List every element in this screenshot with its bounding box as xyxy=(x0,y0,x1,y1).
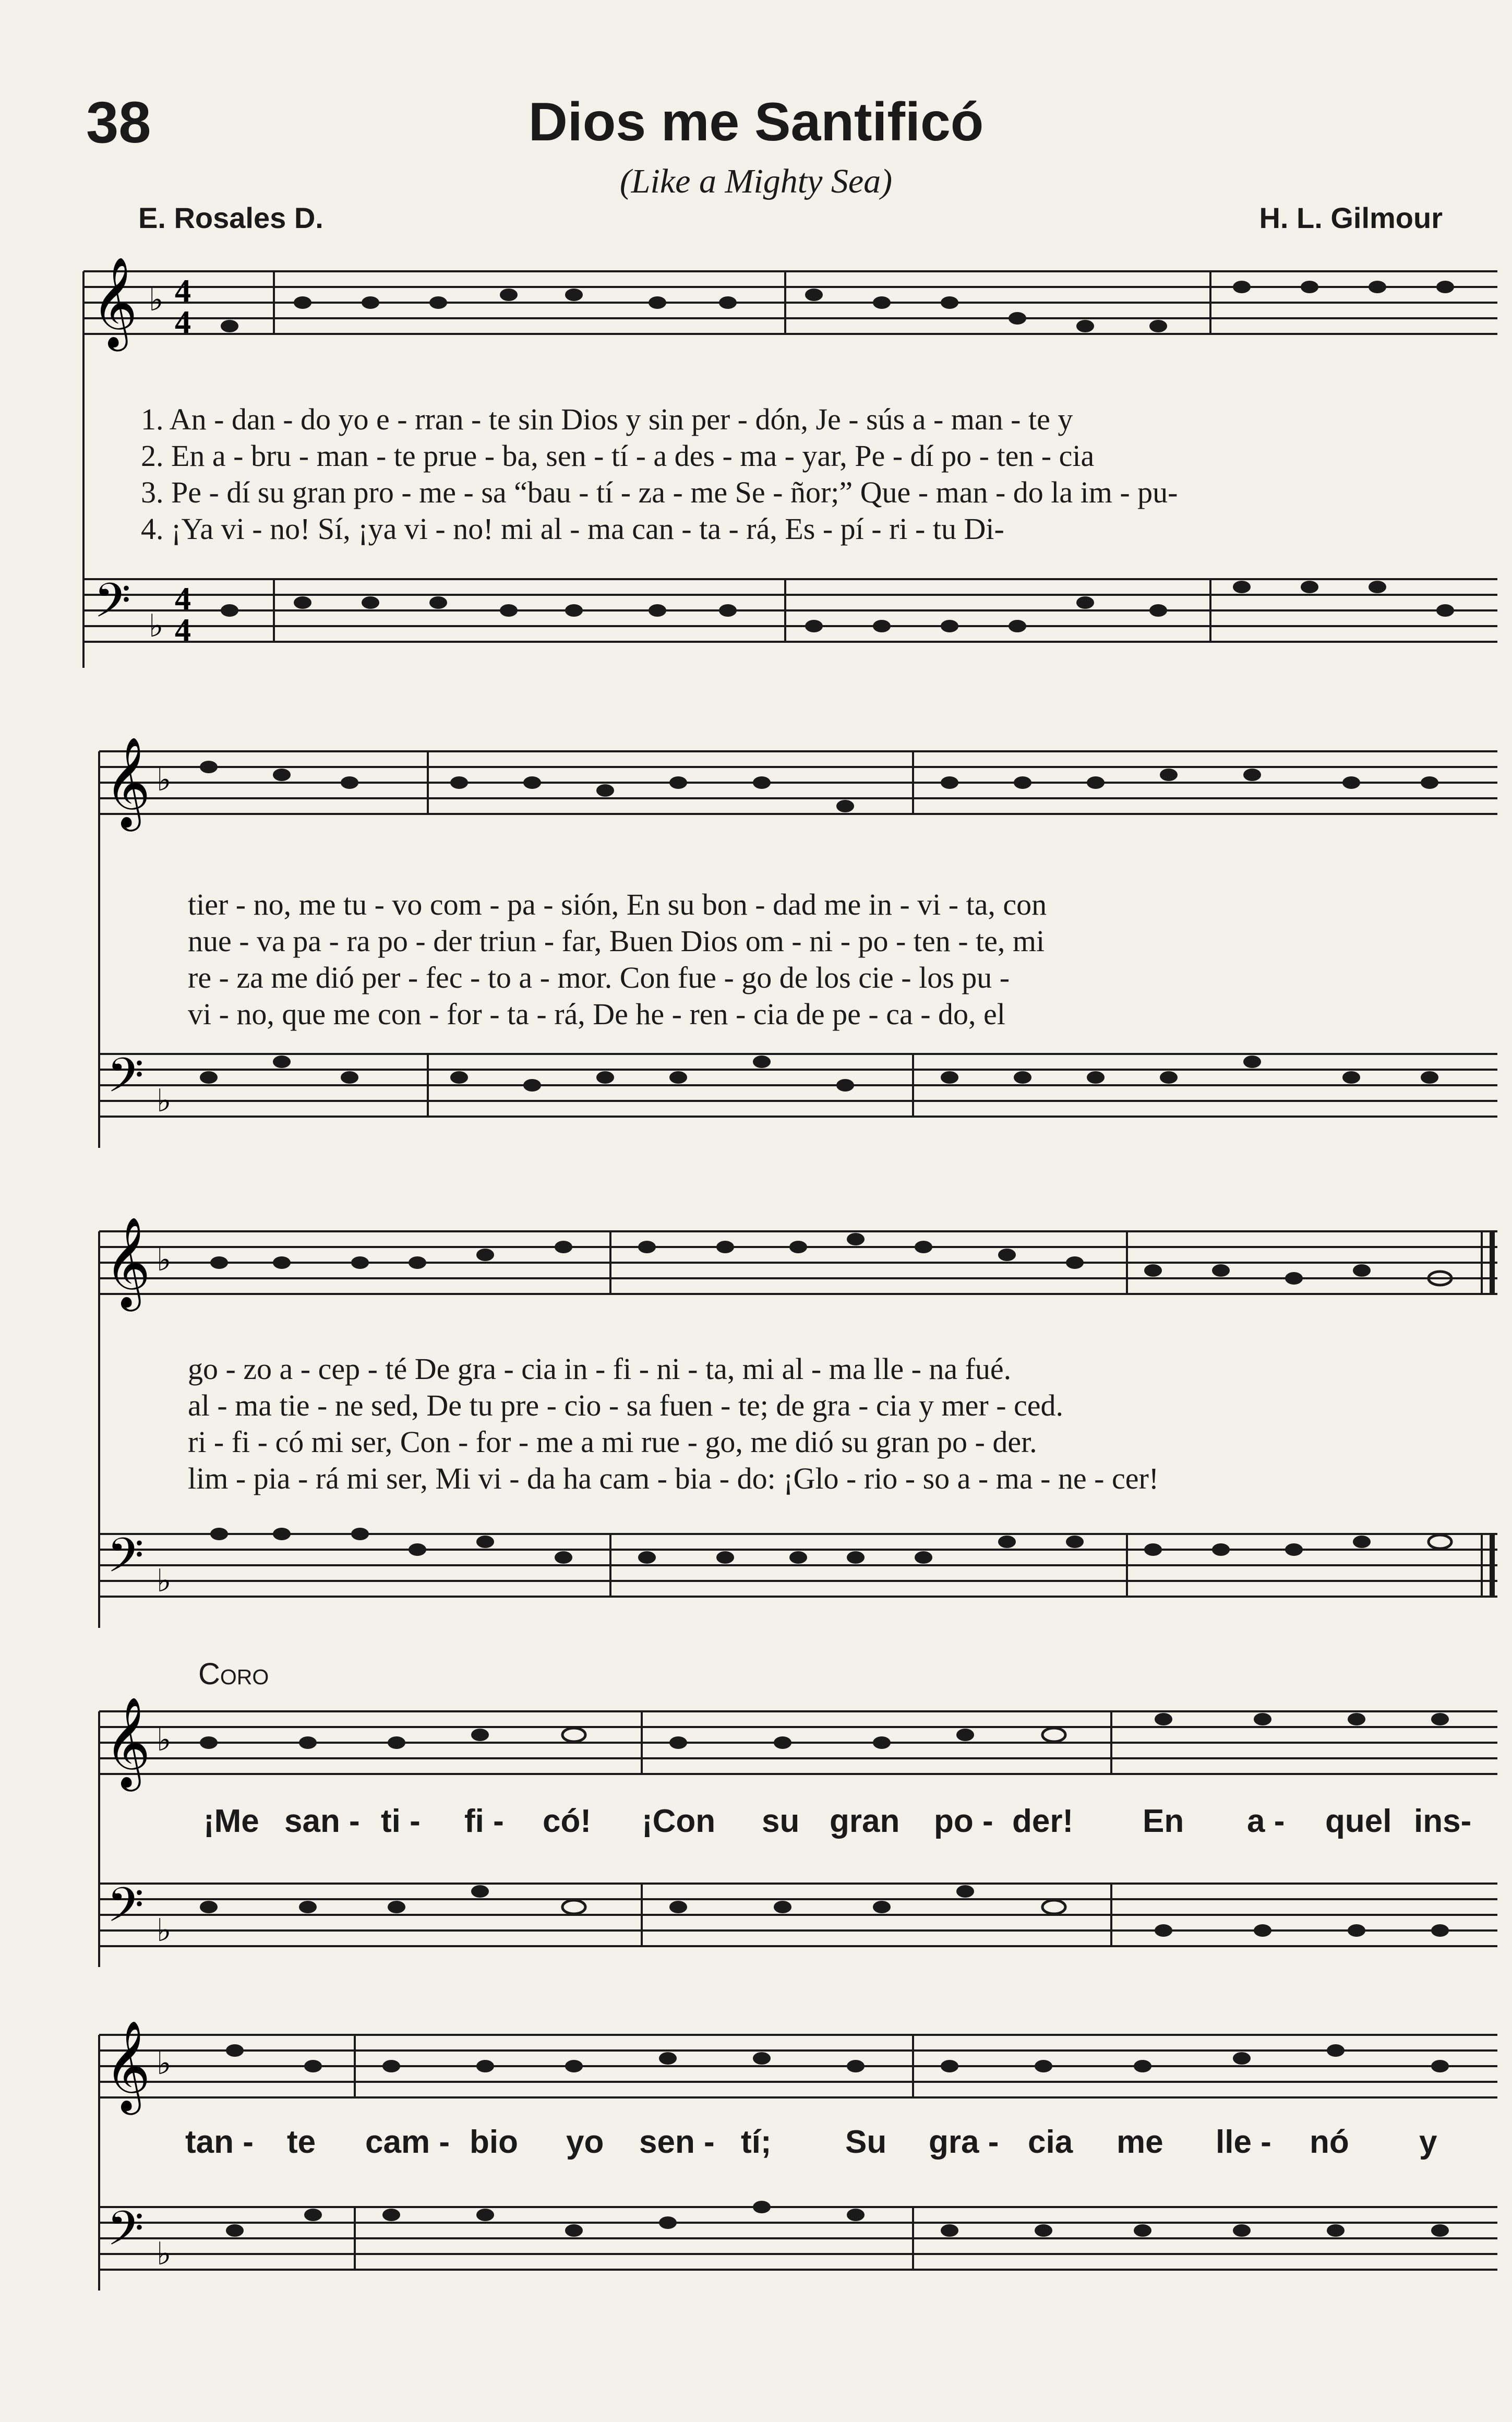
chorus-syllable: a - xyxy=(1247,1803,1285,1839)
chorus-syllable: san - xyxy=(284,1803,360,1839)
chorus-syllable: En xyxy=(1143,1803,1184,1839)
svg-text:♭: ♭ xyxy=(157,1723,172,1757)
chorus-syllable: y xyxy=(1419,2124,1437,2160)
chorus-syllable: ti - xyxy=(381,1803,421,1839)
chorus-syllable: lle - xyxy=(1216,2124,1271,2160)
chorus-syllable: bio xyxy=(470,2124,518,2160)
bass-staff-4 xyxy=(0,1873,1512,1977)
svg-text:4: 4 xyxy=(175,273,191,309)
verse-4-line-3: lim - pia - rá mi ser, Mi vi - da ha cam - bia - do: ¡Glo - rio - so a - ma - ne - cer! xyxy=(188,1461,1159,1495)
bass-clef-icon: 𝄢 xyxy=(107,1530,144,1593)
chorus-syllable: te xyxy=(287,2124,316,2160)
verse-1-line-3: go - zo a - cep - té De gra - cia in - fi - ni - ta, mi al - ma lle - na fué. xyxy=(188,1352,1012,1386)
treble-clef-icon: 𝄞 xyxy=(104,1219,151,1306)
composer: H. L. Gilmour xyxy=(1259,201,1443,234)
bass-staff-5 xyxy=(0,2197,1512,2301)
verse-4-line-2: vi - no, que me con - for - ta - rá, De he - ren - cia de pe - ca - do, el xyxy=(188,997,1005,1031)
chorus-syllable: fi - xyxy=(464,1803,504,1839)
chorus-syllable: ¡Me xyxy=(203,1803,259,1839)
verse-3-line-2: re - za me dió per - fec - to a - mor. Con fue - go de los cie - los pu - xyxy=(188,961,1010,994)
chorus-syllable: gra - xyxy=(929,2124,999,2160)
svg-text:♭: ♭ xyxy=(157,1084,172,1118)
treble-clef-icon: 𝄞 xyxy=(104,739,151,826)
chorus-syllable: su xyxy=(762,1803,800,1839)
chorus-syllable: der! xyxy=(1012,1803,1074,1839)
treble-staff-4 xyxy=(0,1701,1512,1805)
verse-1-line-1: 1. An - dan - do yo e - rran - te sin Dios y sin per - dón, Je - sús a - man - te y xyxy=(141,402,1073,436)
bass-clef-icon: 𝄢 xyxy=(107,1050,144,1113)
chorus-syllable: Su xyxy=(845,2124,887,2160)
chorus-syllable: sen - xyxy=(639,2124,715,2160)
chorus-syllable: tan - xyxy=(185,2124,254,2160)
svg-text:4: 4 xyxy=(175,613,191,648)
chorus-syllable: cam - xyxy=(365,2124,450,2160)
bass-clef-icon: 𝄢 xyxy=(107,1879,144,1943)
chorus-syllable: yo xyxy=(566,2124,604,2160)
chorus-syllable: po - xyxy=(934,1803,993,1839)
treble-clef-icon: 𝄞 xyxy=(104,2023,151,2109)
page-number: 38 xyxy=(86,90,151,155)
tune-name: (Like a Mighty Sea) xyxy=(619,162,893,200)
chorus-syllable: ¡Con xyxy=(642,1803,716,1839)
chorus-syllable: có! xyxy=(543,1803,591,1839)
verse-1-line-2: tier - no, me tu - vo com - pa - sión, En su bon - dad me in - vi - ta, con xyxy=(188,888,1047,921)
svg-text:4: 4 xyxy=(175,305,191,340)
chorus-syllable: nó xyxy=(1310,2124,1349,2160)
verse-4-line-1: 4. ¡Ya vi - no! Sí, ¡ya vi - no! mi al - ma can - ta - rá, Es - pí - ri - tu Di- xyxy=(141,512,1004,546)
chorus-syllable: ins- xyxy=(1414,1803,1472,1839)
verse-2-line-1: 2. En a - bru - man - te prue - ba, sen - tí - a des - ma - yar, Pe - dí po - ten - cia xyxy=(141,439,1095,473)
svg-text:♭: ♭ xyxy=(157,2046,172,2081)
treble-clef-icon: 𝄞 xyxy=(91,259,138,346)
verse-2-line-3: al - ma tie - ne sed, De tu pre - cio - sa fuen - te; de gra - cia y mer - ced. xyxy=(188,1388,1064,1422)
svg-text:♭: ♭ xyxy=(157,1243,172,1277)
treble-clef-icon: 𝄞 xyxy=(104,1699,151,1786)
chorus-syllable: quel xyxy=(1325,1803,1392,1839)
treble-staff-5 xyxy=(0,2024,1512,2129)
bass-clef-icon: 𝄢 xyxy=(94,575,131,639)
chorus-syllable: tí; xyxy=(741,2124,772,2160)
svg-text:♭: ♭ xyxy=(157,763,172,797)
treble-staff-1 xyxy=(0,261,1512,397)
bass-staff-3 xyxy=(0,1524,1512,1628)
bass-clef-icon: 𝄢 xyxy=(107,2203,144,2267)
hymn-title: Dios me Santificó xyxy=(528,92,984,152)
svg-text:♭: ♭ xyxy=(149,283,164,317)
treble-staff-3 xyxy=(0,1221,1512,1325)
svg-text:♭: ♭ xyxy=(157,1564,172,1598)
treble-staff-2 xyxy=(0,741,1512,845)
svg-text:♭: ♭ xyxy=(149,609,164,643)
verse-3-line-3: ri - fi - có mi ser, Con - for - me a mi rue - go, me dió su gran po - der. xyxy=(188,1425,1037,1459)
bass-staff-2 xyxy=(0,1044,1512,1148)
chorus-syllable: gran xyxy=(830,1803,900,1839)
chorus-syllable: cia xyxy=(1028,2124,1073,2160)
chorus-label: Coro xyxy=(198,1657,269,1691)
verse-2-line-2: nue - va pa - ra po - der triun - far, Buen Dios om - ni - po - ten - te, mi xyxy=(188,924,1045,958)
lyricist: E. Rosales D. xyxy=(138,201,323,234)
verse-3-line-1: 3. Pe - dí su gran pro - me - sa “bau - tí - za - me Se - ñor;” Que - man - do la im - pu- xyxy=(141,475,1178,509)
svg-text:♭: ♭ xyxy=(157,1913,172,1948)
chorus-syllable: me xyxy=(1117,2124,1163,2160)
svg-text:♭: ♭ xyxy=(157,2237,172,2271)
svg-text:4: 4 xyxy=(175,581,191,617)
bass-staff-1 xyxy=(0,569,1512,673)
